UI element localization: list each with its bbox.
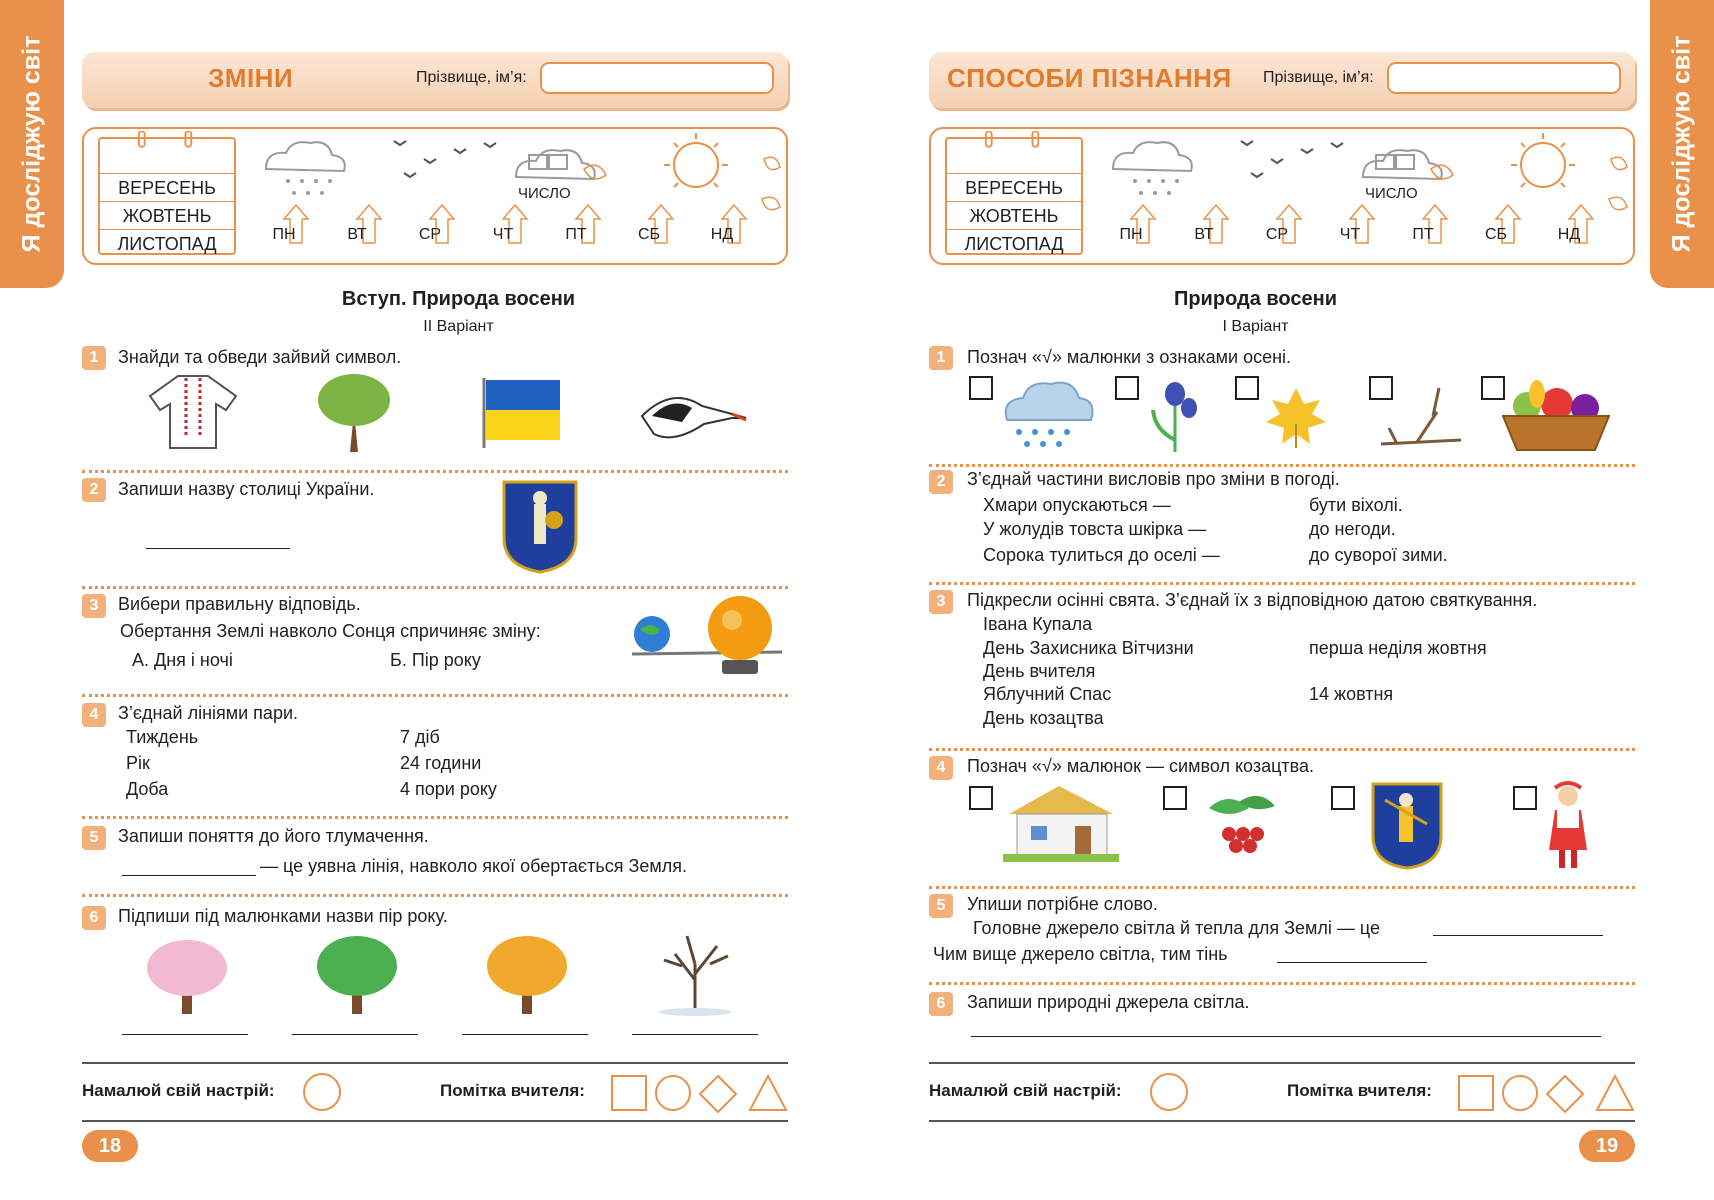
- day-fri[interactable]: ПТ: [1412, 226, 1434, 243]
- ukraine-flag-icon[interactable]: [480, 376, 562, 450]
- page-title: СПОСОБИ ПІЗНАННЯ: [947, 63, 1232, 93]
- task-text: Підкресли осінні свята. З’єднай їх з відповідною датою святкування.: [967, 590, 1538, 610]
- stork-icon[interactable]: [632, 376, 748, 450]
- holiday-item[interactable]: День вчителя: [983, 661, 1096, 681]
- question-text: Обертання Землі навколо Сонця спричиняє зміну:: [120, 621, 541, 641]
- sentence-line: Головне джерело світла й тепла для Землі — це: [973, 918, 1381, 938]
- task-number: 1: [82, 346, 106, 370]
- saying-start[interactable]: Хмари опускаються —: [983, 495, 1171, 515]
- calendar: [98, 137, 236, 255]
- calendar-panel: [82, 127, 788, 265]
- mood-circle-field[interactable]: [1149, 1072, 1189, 1112]
- task-text: Познач «√» малюнки з ознаками осені.: [967, 347, 1292, 367]
- natural-light-sources-field[interactable]: [971, 1036, 1601, 1037]
- girl-in-folk-costume-icon: [1543, 780, 1593, 872]
- maple-leaf-icon: [1263, 384, 1329, 450]
- day-sun[interactable]: НД: [710, 226, 734, 243]
- holiday-date[interactable]: 14 жовтня: [1309, 684, 1394, 704]
- viburnum-berries-icon: [1199, 788, 1281, 860]
- divider: [82, 694, 788, 697]
- name-label: Прізвище, ім’я:: [416, 69, 527, 86]
- rain-cloud-icon: [266, 142, 345, 171]
- summer-tree-icon[interactable]: [314, 934, 400, 1016]
- birds-icon: [1241, 141, 1343, 177]
- divider: [929, 582, 1635, 585]
- birds-icon: [394, 141, 496, 177]
- holiday-item[interactable]: Яблучний Спас: [983, 684, 1112, 704]
- day-wed[interactable]: СР: [418, 226, 442, 243]
- divider: [82, 586, 788, 589]
- teacher-mark-shapes-icon[interactable]: [610, 1074, 790, 1114]
- task-text: Запиши поняття до його тлумачення.: [118, 826, 429, 846]
- day-thu[interactable]: ЧТ: [1339, 226, 1361, 243]
- title-bar: [929, 52, 1635, 108]
- mood-label: Намалюй свій настрій:: [929, 1081, 1122, 1100]
- sun-icon: [664, 133, 728, 187]
- footer-divider: [929, 1062, 1635, 1064]
- task-text: З’єднай лініями пари.: [118, 703, 299, 723]
- teacher-label: Помітка вчителя:: [440, 1081, 585, 1100]
- checkbox-cloud[interactable]: [969, 376, 993, 400]
- lesson-heading: Вступ. Природа восени: [341, 288, 576, 310]
- number-label: ЧИСЛО: [518, 185, 571, 202]
- day-mon[interactable]: ПН: [1119, 226, 1143, 243]
- season-answer-field[interactable]: [462, 1034, 588, 1035]
- divider: [929, 982, 1635, 985]
- right-page: [857, 0, 1714, 1200]
- month-november[interactable]: ЛИСТОПАД: [947, 229, 1081, 257]
- saying-start[interactable]: Сорока тулиться до оселі —: [983, 545, 1220, 565]
- day-fri[interactable]: ПТ: [565, 226, 587, 243]
- pair-right-item[interactable]: 7 діб: [400, 727, 440, 747]
- pair-left-item[interactable]: Рік: [126, 753, 150, 773]
- holiday-date[interactable]: перша неділя жовтня: [1309, 638, 1487, 658]
- capital-answer-field[interactable]: [146, 548, 290, 549]
- side-tab-label: Я досліджую світ: [17, 35, 46, 253]
- page-number: 19: [1579, 1130, 1635, 1162]
- bluebell-flower-icon: [1145, 380, 1205, 454]
- checkbox-girl-costume[interactable]: [1513, 786, 1537, 810]
- task-number: 6: [82, 906, 106, 930]
- title-bar: [82, 52, 788, 108]
- name-field[interactable]: [1387, 62, 1621, 94]
- day-wed[interactable]: СР: [1265, 226, 1289, 243]
- mood-label: Намалюй свій настрій:: [82, 1081, 275, 1100]
- task-text: Вибери правильну відповідь.: [118, 594, 361, 614]
- calendar: [945, 137, 1083, 255]
- checkbox-snowdrop[interactable]: [1115, 376, 1139, 400]
- divider: [929, 748, 1635, 751]
- calendar-panel: [929, 127, 1635, 265]
- rain-cloud-icon: [1113, 142, 1192, 171]
- day-tue[interactable]: ВТ: [347, 226, 367, 243]
- spring-tree-icon[interactable]: [144, 936, 230, 1016]
- task-number: 5: [82, 826, 106, 850]
- page-number: 18: [82, 1130, 138, 1162]
- autumn-tree-icon[interactable]: [484, 934, 570, 1016]
- task-number: 6: [929, 992, 953, 1016]
- pair-left-item[interactable]: Доба: [126, 779, 169, 799]
- divider: [82, 816, 788, 819]
- season-answer-field[interactable]: [122, 1034, 248, 1035]
- cossack-coat-of-arms-icon: [1369, 780, 1445, 870]
- sentence-line: Чим вище джерело світла, тим тінь: [933, 944, 1228, 964]
- option-a[interactable]: А. Дня і ночі: [132, 650, 233, 670]
- checkbox-hut[interactable]: [969, 786, 993, 810]
- name-field[interactable]: [540, 62, 774, 94]
- divider: [929, 886, 1635, 889]
- pair-right-item[interactable]: 4 пори року: [400, 779, 497, 799]
- variant-label: II Варіант: [423, 318, 494, 335]
- day-sat[interactable]: СБ: [637, 226, 661, 243]
- task-text: Упиши потрібне слово.: [967, 894, 1158, 914]
- ukrainian-hut-icon: [1003, 780, 1119, 864]
- footer-divider: [929, 1120, 1635, 1122]
- divider: [82, 470, 788, 473]
- day-thu[interactable]: ЧТ: [492, 226, 514, 243]
- lesson-heading: Природа восени: [1173, 288, 1338, 310]
- task-number: 2: [82, 478, 106, 502]
- option-b[interactable]: Б. Пір року: [390, 650, 481, 670]
- task-number: 3: [929, 590, 953, 614]
- teacher-mark-shapes-icon[interactable]: [1457, 1074, 1637, 1114]
- light-source-answer-field[interactable]: [1433, 935, 1603, 936]
- bare-twig-icon: [1377, 382, 1469, 454]
- checkbox-cossack-emblem[interactable]: [1331, 786, 1355, 810]
- embroidered-shirt-icon[interactable]: [148, 372, 238, 452]
- day-tue[interactable]: ВТ: [1194, 226, 1214, 243]
- day-sun[interactable]: НД: [1557, 226, 1581, 243]
- month-september[interactable]: ВЕРЕСЕНЬ: [947, 173, 1081, 201]
- pair-left-item[interactable]: Тиждень: [126, 727, 199, 747]
- variant-label: I Варіант: [1222, 318, 1289, 335]
- kyiv-coat-of-arms-icon[interactable]: [500, 478, 580, 574]
- task-text: Підпиши під малюнками назви пір року.: [118, 906, 448, 926]
- calendar-rings-icon: [100, 131, 234, 151]
- side-tab: [1650, 0, 1714, 288]
- task-number: 5: [929, 894, 953, 918]
- day-sat[interactable]: СБ: [1484, 226, 1508, 243]
- footer-divider: [82, 1120, 788, 1122]
- month-september[interactable]: ВЕРЕСЕНЬ: [100, 173, 234, 201]
- teacher-label: Помітка вчителя:: [1287, 1081, 1432, 1100]
- concept-answer-field[interactable]: [122, 875, 256, 876]
- month-october[interactable]: ЖОВТЕНЬ: [947, 201, 1081, 229]
- holiday-item[interactable]: День Захисника Вітчизни: [983, 638, 1194, 658]
- season-answer-field[interactable]: [292, 1034, 418, 1035]
- holiday-item[interactable]: День козацтва: [983, 708, 1104, 728]
- page-title: ЗМІНИ: [208, 63, 294, 93]
- task-text: Запиши природні джерела світла.: [967, 992, 1250, 1012]
- rain-cloud-icon: [999, 376, 1095, 452]
- fruit-basket-icon: [1497, 378, 1615, 454]
- month-november[interactable]: ЛИСТОПАД: [100, 229, 234, 257]
- season-answer-field[interactable]: [632, 1034, 758, 1035]
- winter-tree-icon[interactable]: [652, 930, 738, 1016]
- saying-end[interactable]: до суворої зими.: [1309, 545, 1448, 565]
- footer-divider: [82, 1062, 788, 1064]
- month-october[interactable]: ЖОВТЕНЬ: [100, 201, 234, 229]
- mood-circle-field[interactable]: [302, 1072, 342, 1112]
- calendar-rings-icon: [947, 131, 1081, 151]
- number-label: ЧИСЛО: [1365, 185, 1418, 202]
- task-text: Познач «√» малюнок — символ козацтва.: [967, 756, 1315, 776]
- task-text: З’єднай частини висловів про зміни в погоді.: [967, 469, 1340, 489]
- task-number: 3: [82, 594, 106, 618]
- definition-text: — це уявна лінія, навколо якої обертається Земля.: [260, 856, 687, 876]
- checkbox-viburnum[interactable]: [1163, 786, 1187, 810]
- divider: [82, 894, 788, 897]
- task-number: 1: [929, 346, 953, 370]
- saying-end[interactable]: бути віхолі.: [1309, 495, 1403, 515]
- saying-start[interactable]: У жолудів товста шкірка —: [983, 519, 1207, 539]
- pair-right-item[interactable]: 24 години: [400, 753, 482, 773]
- name-label: Прізвище, ім’я:: [1263, 69, 1374, 86]
- task-number: 4: [929, 756, 953, 780]
- orrery-icon[interactable]: [612, 590, 782, 682]
- saying-end[interactable]: до негоди.: [1309, 519, 1396, 539]
- sun-icon: [1511, 133, 1575, 187]
- side-tab: [0, 0, 64, 288]
- divider: [929, 464, 1635, 467]
- task-number: 2: [929, 470, 953, 494]
- side-tab-label: Я досліджую світ: [1667, 35, 1696, 253]
- holiday-item[interactable]: Івана Купала: [983, 614, 1093, 634]
- task-text: Знайди та обведи зайвий символ.: [118, 347, 402, 367]
- willow-tree-icon[interactable]: [314, 372, 394, 454]
- task-text: Запиши назву столиці України.: [118, 479, 375, 499]
- task-number: 4: [82, 703, 106, 727]
- shadow-answer-field[interactable]: [1277, 962, 1427, 963]
- checkbox-maple-leaf[interactable]: [1235, 376, 1259, 400]
- day-mon[interactable]: ПН: [272, 226, 296, 243]
